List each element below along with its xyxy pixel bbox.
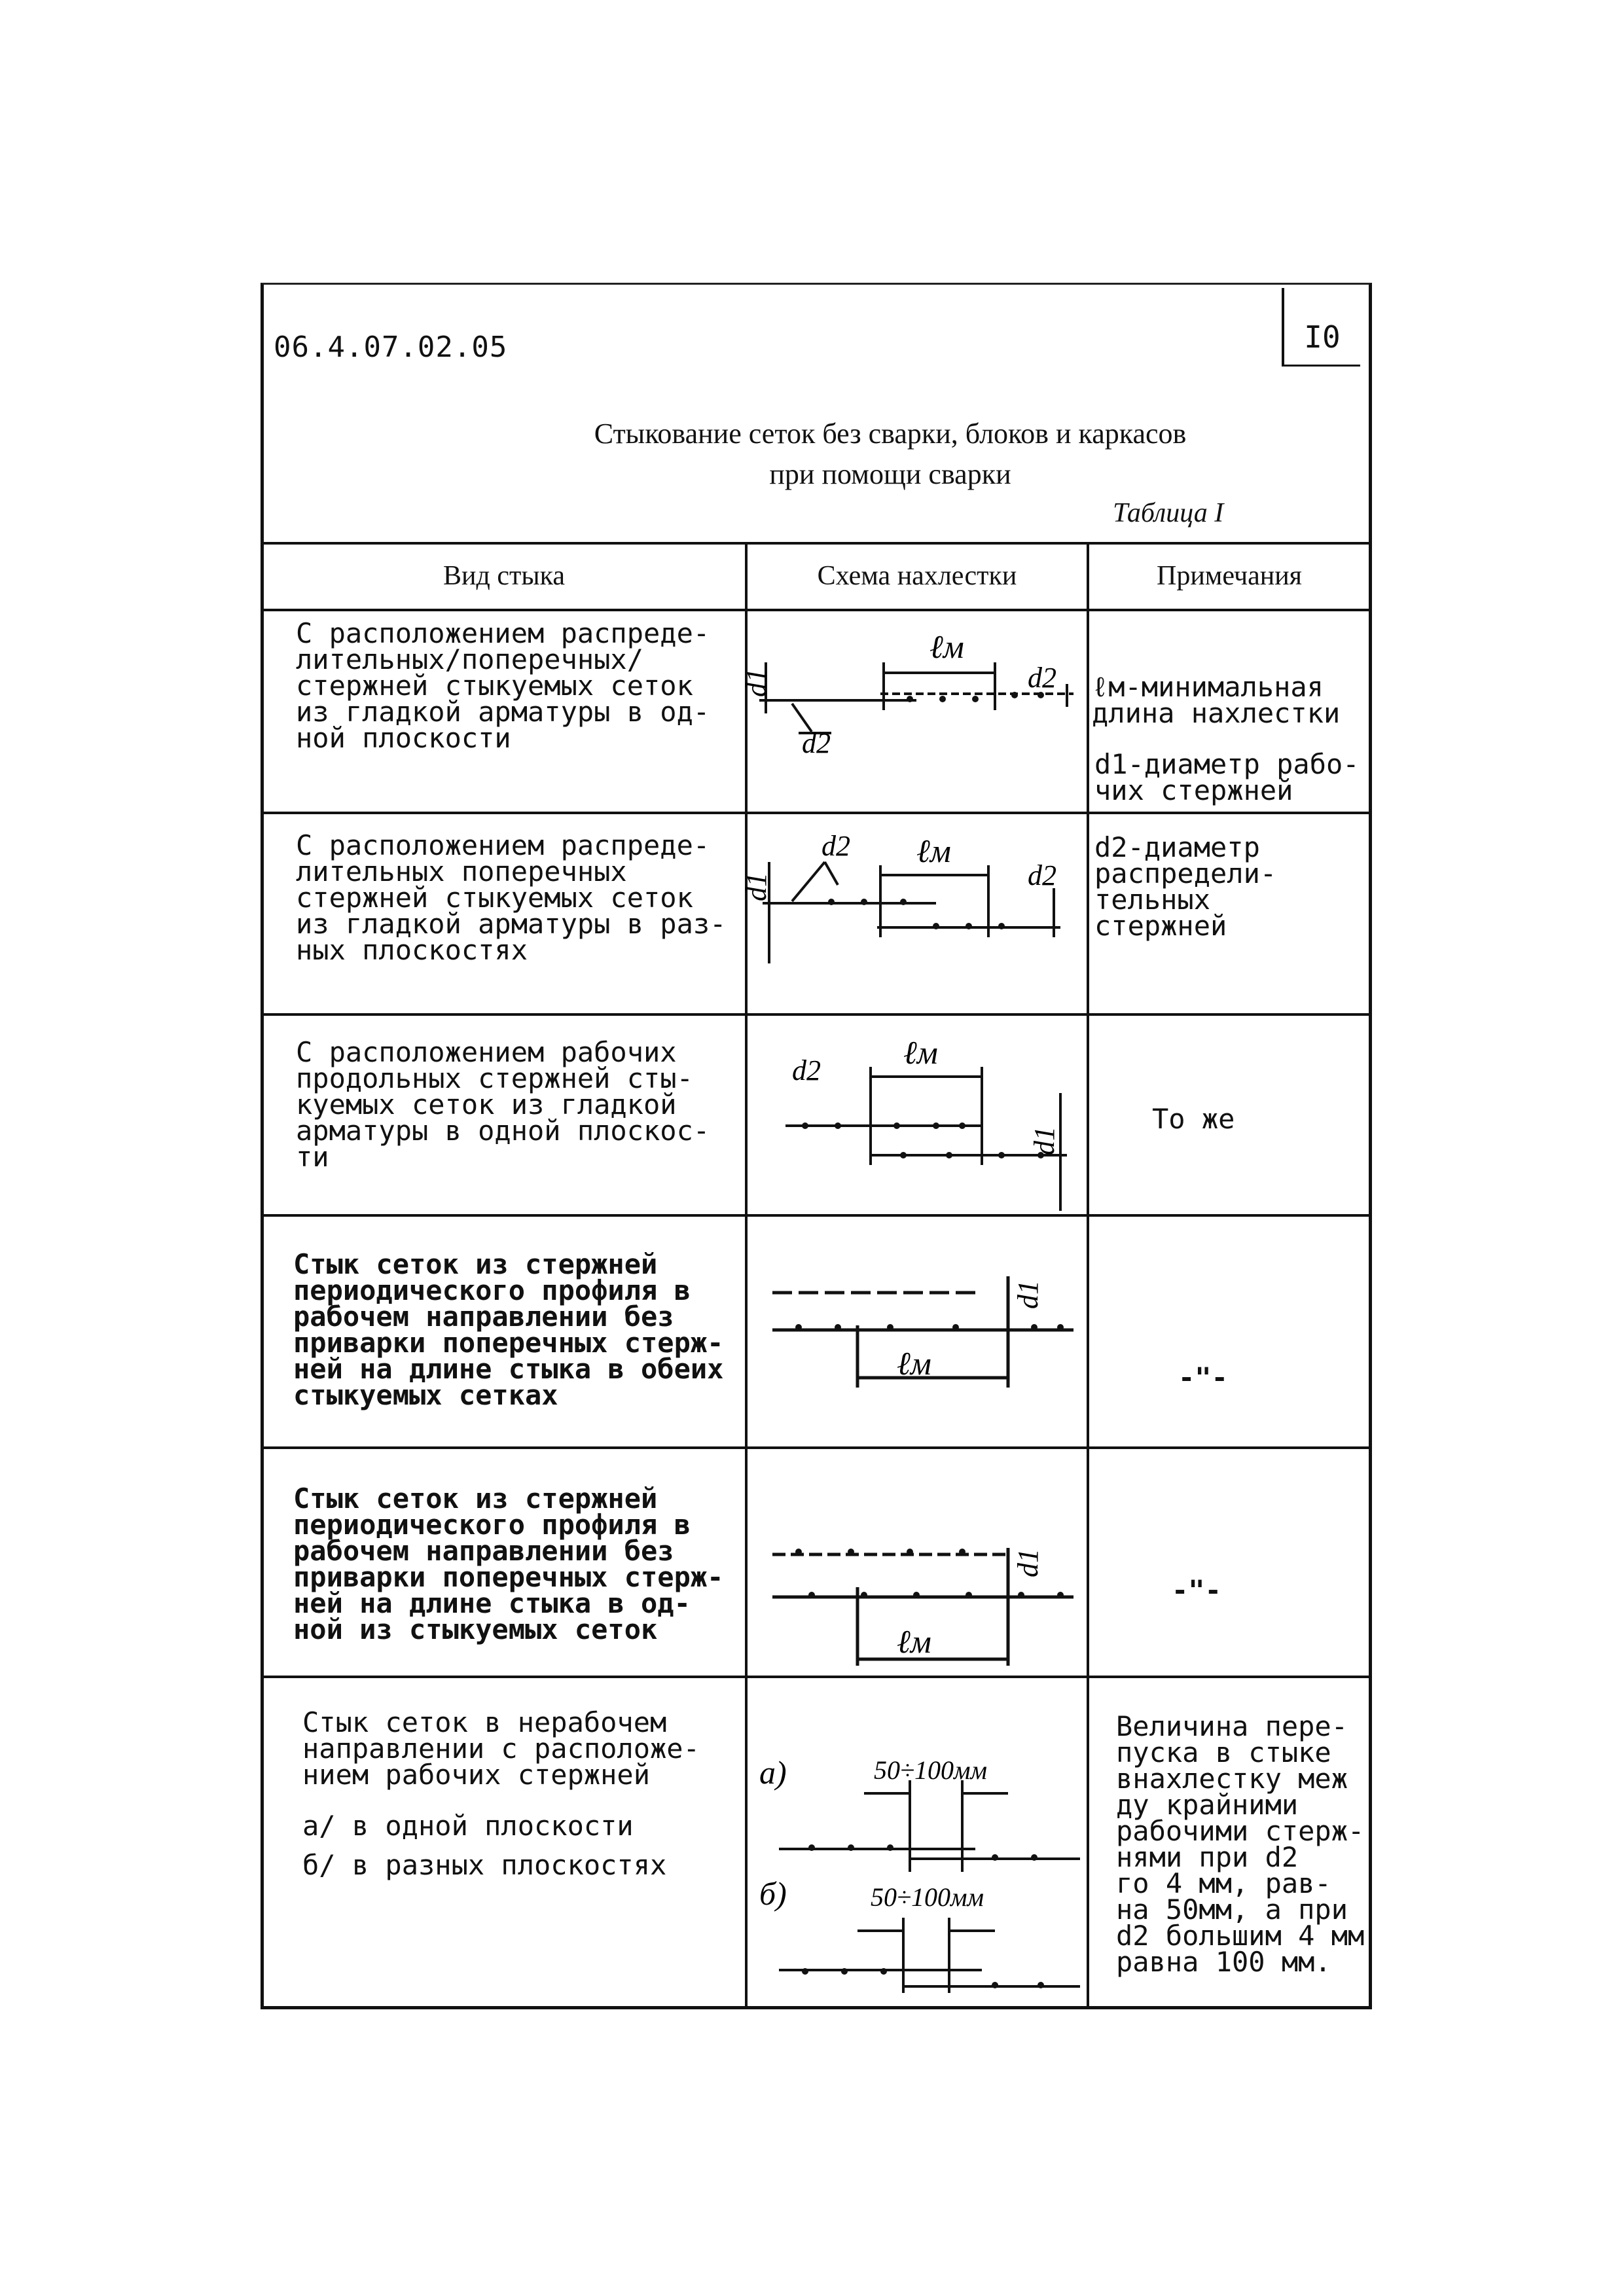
scheme-row-5 <box>759 1482 1080 1672</box>
scheme-2-d2-label-b: d2 <box>1028 859 1056 891</box>
document-code: 06.4.07.02.05 <box>274 331 508 364</box>
scheme-3-lm-label: ℓм <box>903 1034 938 1071</box>
scheme-1-d1-label: d1 <box>740 668 772 697</box>
row-4-type: Стык сеток из стержней периодического профиля в рабочем направлении без приварки поперечных стерж- ней на длине стыка в обеих стыкуемых сетках <box>293 1248 724 1411</box>
row-divider <box>261 1214 1372 1217</box>
header-bottom-line <box>261 609 1372 611</box>
page-number: I0 <box>1282 288 1360 367</box>
table-title <box>458 414 1322 495</box>
scheme-3-d2-label: d2 <box>792 1054 821 1086</box>
scheme-2-lm-label: ℓм <box>916 833 951 869</box>
row-5-type: Стык сеток из стержней периодического профиля в рабочем направлении без приварки поперечных стерж- ней на длине стыка в од- ной из стыкуемых сеток <box>293 1482 724 1645</box>
scheme-6-gap-b: 50÷100мм <box>871 1882 984 1912</box>
note-d1: d1-диаметр рабо- чих стержней <box>1094 748 1360 806</box>
scheme-6-b-label: б) <box>759 1875 787 1912</box>
row-3-note: То же <box>1152 1103 1235 1135</box>
row-4-note: -"- <box>1178 1361 1228 1393</box>
scheme-row-6 <box>753 1702 1080 2003</box>
scheme-4-d1-label: d1 <box>1012 1280 1044 1309</box>
row-1-type: С расположением распреде- лительных/поперечных/ стержней стыкуемых сеток из гладкой арматуры в од- ной плоскости <box>296 617 710 754</box>
scheme-5-d1-label: d1 <box>1012 1549 1044 1577</box>
column-header-type: Вид стыка <box>443 561 565 591</box>
column-divider <box>1087 542 1089 2008</box>
row-2-type: С расположением распреде- лительных поперечных стержней стыкуемых сеток из гладкой арматуры в раз- ных плоскостях <box>296 829 727 966</box>
column-header-notes: Примечания <box>1156 561 1303 591</box>
scheme-row-2 <box>740 826 1080 1009</box>
row-divider <box>261 812 1372 814</box>
row-5-note: -"- <box>1172 1574 1221 1606</box>
note-lm: ℓм-минимальная длина нахлестки <box>1092 671 1341 729</box>
row-6-sub-b: б/ в разных плоскостях <box>302 1849 667 1881</box>
scheme-2-d1-label: d1 <box>740 872 772 901</box>
scheme-1-d2-label-b: d2 <box>802 727 831 759</box>
column-divider <box>745 542 748 2008</box>
scheme-1-lm-label: ℓм <box>929 628 964 665</box>
table-label: Таблица I <box>1113 498 1224 528</box>
scheme-3-d1-label: d1 <box>1028 1126 1060 1155</box>
row-3-type: С расположением рабочих продольных стержней сты- куемых сеток из гладкой арматуры в одной плоскос- ти <box>296 1036 710 1173</box>
row-divider <box>261 1446 1372 1449</box>
row-6-sub-a: а/ в одной плоскости <box>302 1810 634 1842</box>
note-d2: d2-диаметр распредели- тельных стержней <box>1094 831 1277 942</box>
row-6-note: Величина пере- пуска в стыке внахлестку меж ду крайними рабочими стерж- нями при d2 го 4 мм, рав- на 50мм, а при d2 большим 4 мм равна 100 мм. <box>1116 1710 1365 1978</box>
column-header-scheme: Схема нахлестки <box>817 561 1017 591</box>
scheme-row-1 <box>740 622 1080 805</box>
row-6-type: Стык сеток в нерабочем направлении с расположе- нием рабочих стержней <box>302 1706 700 1791</box>
scheme-1-d2-label: d2 <box>1028 662 1056 694</box>
scheme-6-a-label: а) <box>759 1754 787 1791</box>
scheme-row-4 <box>759 1257 1080 1433</box>
scheme-5-lm-label: ℓм <box>897 1623 931 1660</box>
row-divider <box>261 1013 1372 1016</box>
title-line-1: Стыкование сеток без сварки, блоков и каркасов <box>594 418 1187 450</box>
scheme-row-3 <box>766 1034 1080 1211</box>
title-line-2: при помощи сварки <box>769 458 1011 490</box>
scheme-4-lm-label: ℓм <box>897 1345 931 1382</box>
scheme-2-d2-label: d2 <box>821 830 850 862</box>
row-divider <box>261 1676 1372 1678</box>
scheme-6-gap-a: 50÷100мм <box>874 1755 988 1785</box>
